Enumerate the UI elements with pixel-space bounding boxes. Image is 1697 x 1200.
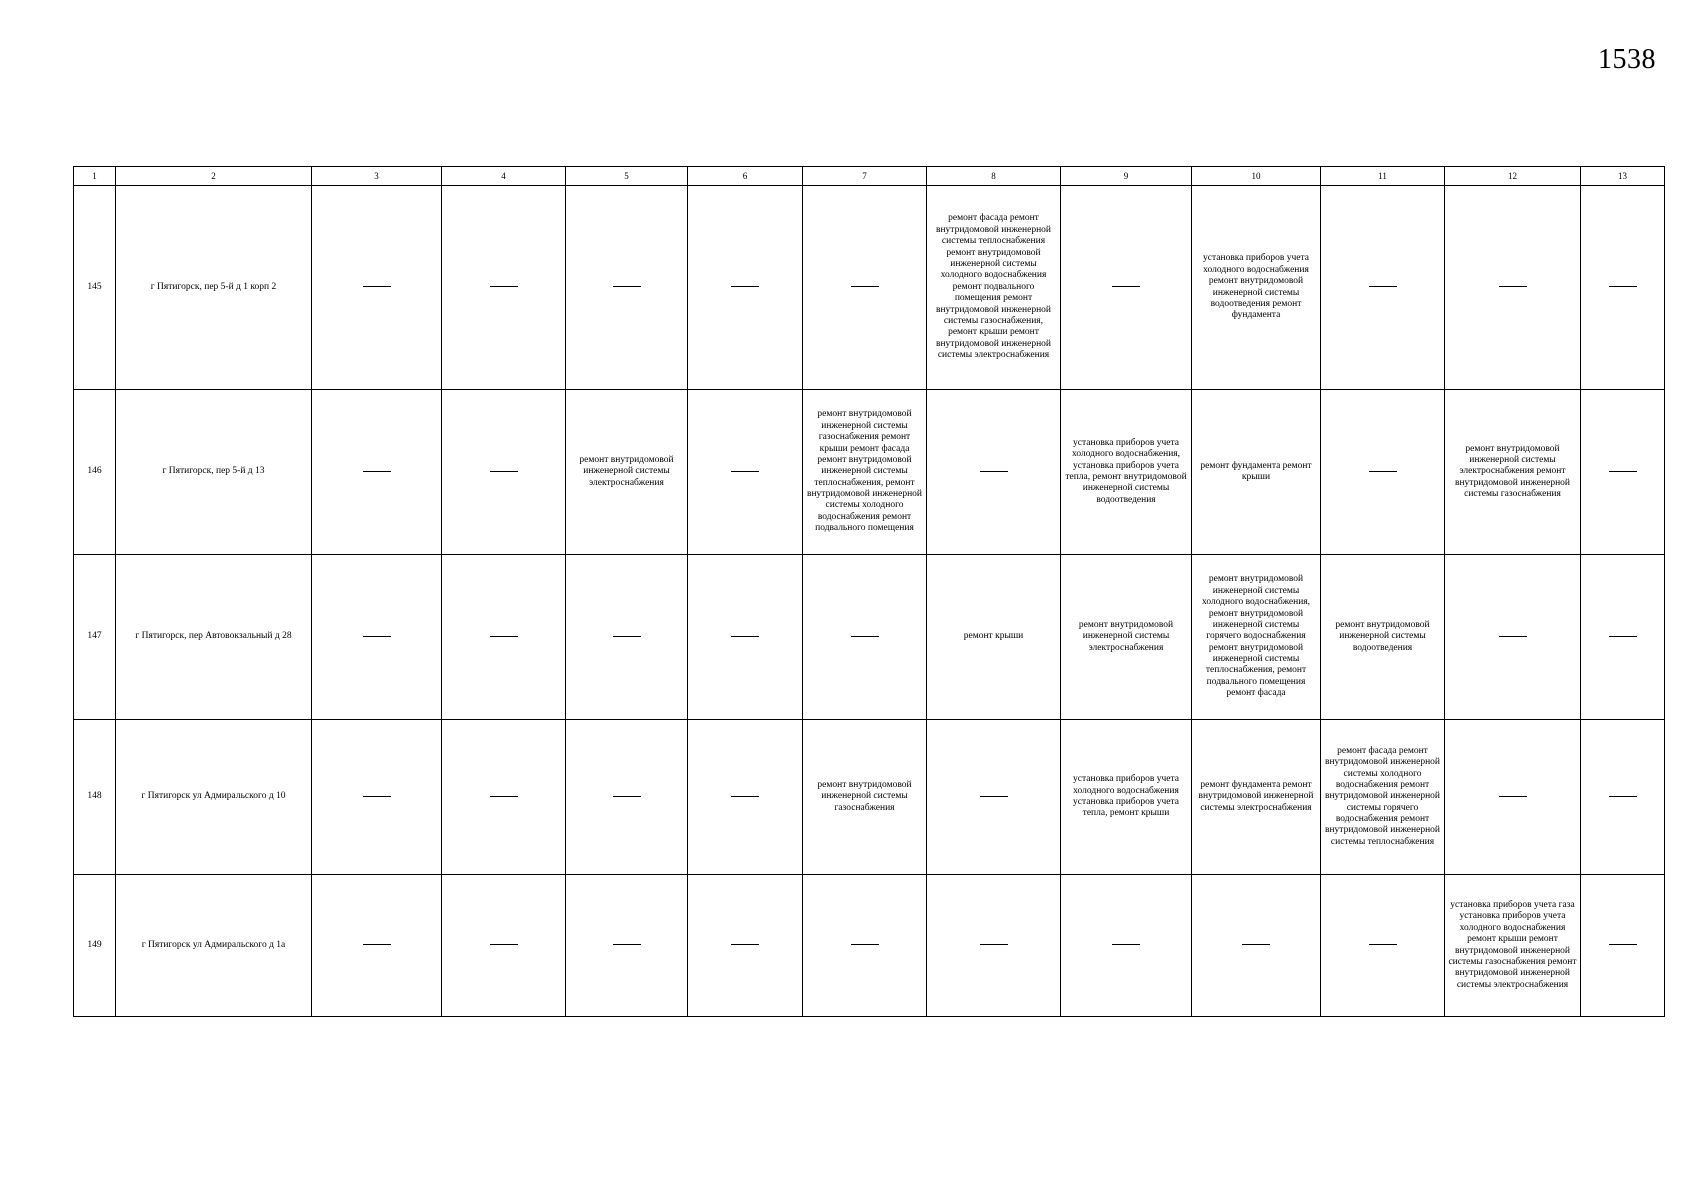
empty-dash-cell <box>688 875 803 1017</box>
empty-dash-cell <box>442 875 566 1017</box>
work-type-text: ремонт внутридомовой инженерной системы электроснабжения ремонт внутридомовой инженерной системы газоснабжения <box>1454 443 1570 500</box>
dash-mark <box>731 471 759 472</box>
work-type-cell <box>803 390 927 555</box>
empty-dash-cell <box>927 720 1061 875</box>
empty-dash-cell <box>803 555 927 720</box>
dash-mark <box>613 286 641 287</box>
work-type-cell <box>1321 720 1445 875</box>
work-type-cell <box>927 555 1061 720</box>
dash-mark <box>1609 796 1637 797</box>
work-type-cell <box>1061 390 1192 555</box>
empty-dash-cell <box>803 875 927 1017</box>
column-number: 5 <box>566 167 688 186</box>
dash-mark <box>1499 796 1527 797</box>
empty-dash-cell <box>312 390 442 555</box>
empty-dash-cell <box>1581 390 1665 555</box>
work-type-cell <box>1321 555 1445 720</box>
dash-mark <box>490 471 518 472</box>
empty-dash-cell <box>803 186 927 390</box>
column-number: 1 <box>74 167 116 186</box>
address-cell: г Пятигорск ул Адмиральского д 10 <box>116 720 312 875</box>
work-type-text: ремонт внутридомовой инженерной системы холодного водоснабжения, ремонт внутридомовой инженерной системы горячего водоснабжения ремонт внутридомовой инженерной системы теплоснабжения, ремонт подвального помещения ремонт фасада <box>1201 574 1311 699</box>
dash-mark <box>363 471 391 472</box>
empty-dash-cell <box>1321 186 1445 390</box>
work-type-text: ремонт внутридомовой инженерной системы электроснабжения <box>579 454 674 488</box>
dash-mark <box>363 286 391 287</box>
dash-mark <box>1369 944 1397 945</box>
dash-mark <box>731 286 759 287</box>
dash-mark <box>1112 286 1140 287</box>
work-type-text: ремонт фасада ремонт внутридомовой инженерной системы холодного водоснабжения ремонт внутридомовой инженерной системы горячего водоснабжения ремонт внутридомовой инженерной системы теплоснабжения <box>1324 745 1440 847</box>
dash-mark <box>613 944 641 945</box>
work-type-cell <box>927 186 1061 390</box>
dash-mark <box>1112 944 1140 945</box>
dash-mark <box>1499 286 1527 287</box>
dash-mark <box>1499 636 1527 637</box>
dash-mark <box>1609 471 1637 472</box>
empty-dash-cell <box>1445 186 1581 390</box>
empty-dash-cell <box>688 390 803 555</box>
empty-dash-cell <box>312 555 442 720</box>
dash-mark <box>1369 286 1397 287</box>
dash-mark <box>851 636 879 637</box>
work-type-cell <box>1192 720 1321 875</box>
column-number: 13 <box>1581 167 1665 186</box>
empty-dash-cell <box>566 875 688 1017</box>
empty-dash-cell <box>442 186 566 390</box>
dash-mark <box>851 944 879 945</box>
work-type-text: ремонт фасада ремонт внутридомовой инженерной системы теплоснабжения ремонт внутридомовой инженерной системы холодного водоснабжения ремонт подвального помещения ремонт внутридомовой инженерной системы газоснабжения, ремонт крыши ремонт внутридомовой инженерной системы электроснабжения <box>935 213 1051 361</box>
work-type-text: установка приборов учета холодного водоснабжения, установка приборов учета тепла, ремонт внутридомовой инженерной системы водоотведения <box>1065 437 1187 505</box>
empty-dash-cell <box>312 186 442 390</box>
table-row <box>74 186 1665 390</box>
work-type-text: ремонт внутридомовой инженерной системы электроснабжения <box>1078 619 1174 653</box>
work-type-cell <box>1061 555 1192 720</box>
work-type-cell <box>1192 186 1321 390</box>
empty-dash-cell <box>442 720 566 875</box>
address-cell: г Пятигорск ул Адмиральского д 1а <box>116 875 312 1017</box>
dash-mark <box>980 471 1008 472</box>
dash-mark <box>851 286 879 287</box>
empty-dash-cell <box>1445 555 1581 720</box>
empty-dash-cell <box>1581 720 1665 875</box>
column-number: 10 <box>1192 167 1321 186</box>
empty-dash-cell <box>1061 875 1192 1017</box>
row-number: 149 <box>74 875 116 1017</box>
dash-mark <box>490 796 518 797</box>
empty-dash-cell <box>566 555 688 720</box>
column-number-row <box>74 167 1665 186</box>
dash-mark <box>363 944 391 945</box>
work-type-text: ремонт внутридомовой инженерной системы газоснабжения <box>817 779 912 813</box>
column-number: 11 <box>1321 167 1445 186</box>
empty-dash-cell <box>927 875 1061 1017</box>
work-type-cell <box>566 390 688 555</box>
work-type-text: ремонт фундамента ремонт внутридомовой инженерной системы электроснабжения <box>1198 779 1314 813</box>
column-number: 8 <box>927 167 1061 186</box>
work-type-text: установка приборов учета холодного водоснабжения ремонт внутридомовой инженерной системы водоотведения ремонт фундамента <box>1203 253 1309 321</box>
table-row <box>74 390 1665 555</box>
empty-dash-cell <box>1192 875 1321 1017</box>
empty-dash-cell <box>688 186 803 390</box>
work-type-cell <box>1061 720 1192 875</box>
empty-dash-cell <box>442 390 566 555</box>
work-type-text: ремонт внутридомовой инженерной системы газоснабжения ремонт крыши ремонт фасада ремонт внутридомовой инженерной системы теплоснабжения, ремонт внутридомовой инженерной системы холодного водоснабжения ремонт подвального помещения <box>806 409 922 534</box>
work-type-text: ремонт крыши <box>963 631 1024 642</box>
table-row <box>74 720 1665 875</box>
column-number: 9 <box>1061 167 1192 186</box>
dash-mark <box>980 944 1008 945</box>
empty-dash-cell <box>312 720 442 875</box>
table-row <box>74 875 1665 1017</box>
work-type-text: установка приборов учета газа установка приборов учета холодного водоснабжения ремонт крыши ремонт внутридомовой инженерной системы газоснабжения ремонт внутридомовой инженерной системы электроснабжения <box>1448 899 1577 990</box>
dash-mark <box>731 944 759 945</box>
empty-dash-cell <box>1321 390 1445 555</box>
column-number: 7 <box>803 167 927 186</box>
empty-dash-cell <box>1581 875 1665 1017</box>
column-number: 3 <box>312 167 442 186</box>
dash-mark <box>1609 636 1637 637</box>
dash-mark <box>613 796 641 797</box>
dash-mark <box>490 286 518 287</box>
dash-mark <box>613 636 641 637</box>
dash-mark <box>731 636 759 637</box>
work-type-text: ремонт фундамента ремонт крыши <box>1200 460 1312 482</box>
dash-mark <box>490 636 518 637</box>
dash-mark <box>731 796 759 797</box>
empty-dash-cell <box>1061 186 1192 390</box>
row-number: 146 <box>74 390 116 555</box>
work-type-cell <box>1192 390 1321 555</box>
row-number: 145 <box>74 186 116 390</box>
dash-mark <box>1609 286 1637 287</box>
dash-mark <box>1609 944 1637 945</box>
works-table <box>73 166 1665 1017</box>
work-type-cell <box>1445 875 1581 1017</box>
empty-dash-cell <box>927 390 1061 555</box>
empty-dash-cell <box>1581 555 1665 720</box>
empty-dash-cell <box>1445 720 1581 875</box>
dash-mark <box>363 796 391 797</box>
address-cell: г Пятигорск, пер Автовокзальный д 28 <box>116 555 312 720</box>
empty-dash-cell <box>566 720 688 875</box>
empty-dash-cell <box>312 875 442 1017</box>
work-type-cell <box>803 720 927 875</box>
column-number: 12 <box>1445 167 1581 186</box>
empty-dash-cell <box>1321 875 1445 1017</box>
row-number: 147 <box>74 555 116 720</box>
empty-dash-cell <box>1581 186 1665 390</box>
work-type-text: установка приборов учета холодного водоснабжения установка приборов учета тепла, ремонт крыши <box>1073 774 1179 819</box>
dash-mark <box>1369 471 1397 472</box>
empty-dash-cell <box>566 186 688 390</box>
column-number: 6 <box>688 167 803 186</box>
work-type-cell <box>1445 390 1581 555</box>
empty-dash-cell <box>688 555 803 720</box>
dash-mark <box>363 636 391 637</box>
empty-dash-cell <box>688 720 803 875</box>
empty-dash-cell <box>442 555 566 720</box>
dash-mark <box>490 944 518 945</box>
row-number: 148 <box>74 720 116 875</box>
address-cell: г Пятигорск, пер 5-й д 1 корп 2 <box>116 186 312 390</box>
work-type-text: ремонт внутридомовой инженерной системы водоотведения <box>1335 619 1430 653</box>
address-cell: г Пятигорск, пер 5-й д 13 <box>116 390 312 555</box>
dash-mark <box>980 796 1008 797</box>
table-row <box>74 555 1665 720</box>
column-number: 4 <box>442 167 566 186</box>
column-number: 2 <box>116 167 312 186</box>
work-type-cell <box>1192 555 1321 720</box>
page-number: 1538 <box>1598 44 1656 75</box>
dash-mark <box>1242 944 1270 945</box>
